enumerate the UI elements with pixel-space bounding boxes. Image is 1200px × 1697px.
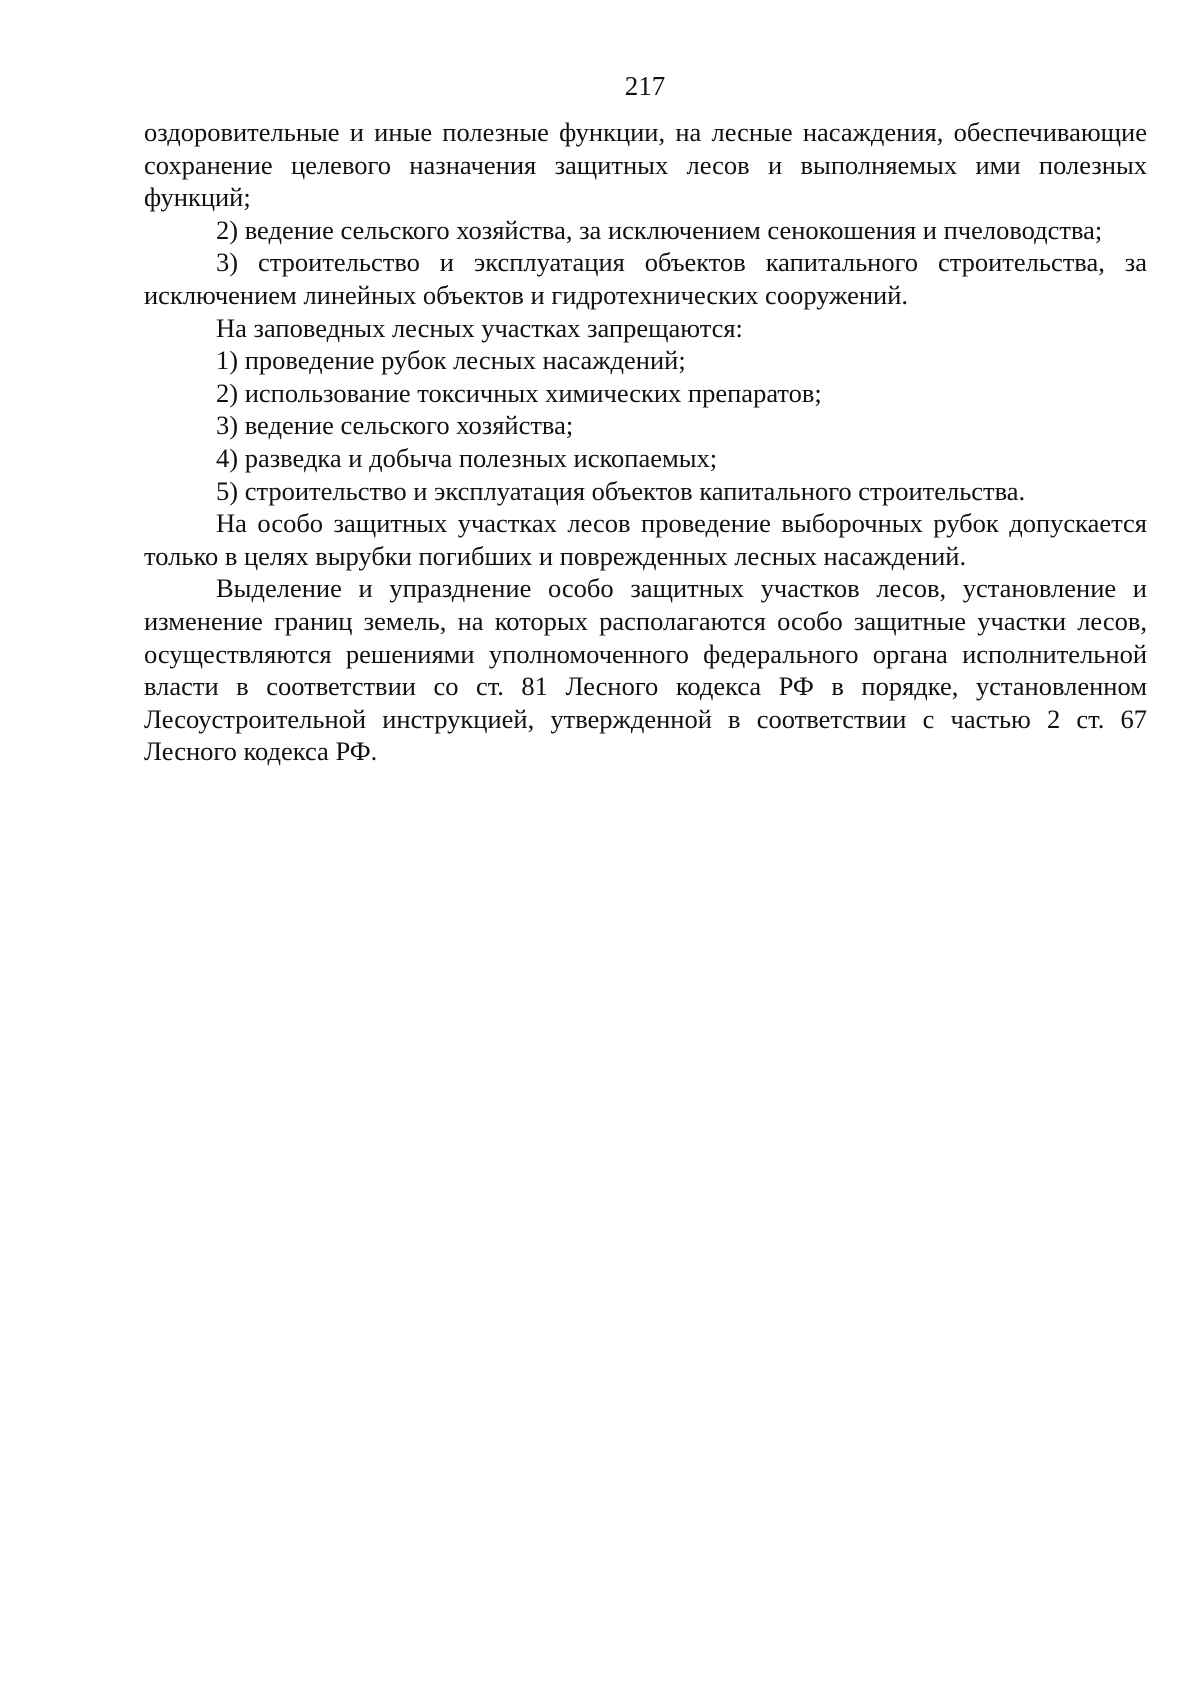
paragraph-item-agriculture: 2) ведение сельского хозяйства, за исключением сенокошения и пчеловодства; — [216, 214, 1103, 245]
page-number: 217 — [624, 71, 666, 101]
paragraph-continuation: оздоровительные и иные полезные функции, на лесные насаждения, обеспечивающие сохранение целевого назначения защитных лесов и выполняемых ими полезных функций; — [144, 117, 1147, 213]
list-item-chemicals: 2) использование токсичных химических препаратов; — [216, 377, 822, 408]
paragraph-reserve-heading: На заповедных лесных участках запрещаются: — [216, 312, 743, 343]
paragraph-allocation: Выделение и упразднение особо защитных участков лесов, установление и изменение границ земель, на которых располагаются особо защитные участки лесов, осуществляются решениями уполномоченного федерального органа исполнительной власти в соответствии со ст. 81 Лесного кодекса РФ в порядке, установленном Лесоустроительной инструкцией, утвержденной в соответствии с частью 2 ст. 67 Лесного кодекса РФ. — [144, 573, 1147, 767]
paragraph-selective-logging: На особо защитных участках лесов проведение выборочных рубок допускается только в целях вырубки погибших и поврежденных лесных насаждений. — [144, 508, 1147, 571]
document-body — [144, 116, 1147, 768]
list-item-mining: 4) разведка и добыча полезных ископаемых; — [216, 442, 718, 473]
paragraph-item-construction: 3) строительство и эксплуатация объектов капитального строительства, за исключением линейных объектов и гидротехнических сооружений. — [144, 247, 1147, 310]
list-item-logging: 1) проведение рубок лесных насаждений; — [216, 345, 686, 376]
list-item-agriculture: 3) ведение сельского хозяйства; — [216, 410, 574, 441]
list-item-construction: 5) строительство и эксплуатация объектов капитального строительства. — [216, 475, 1026, 506]
